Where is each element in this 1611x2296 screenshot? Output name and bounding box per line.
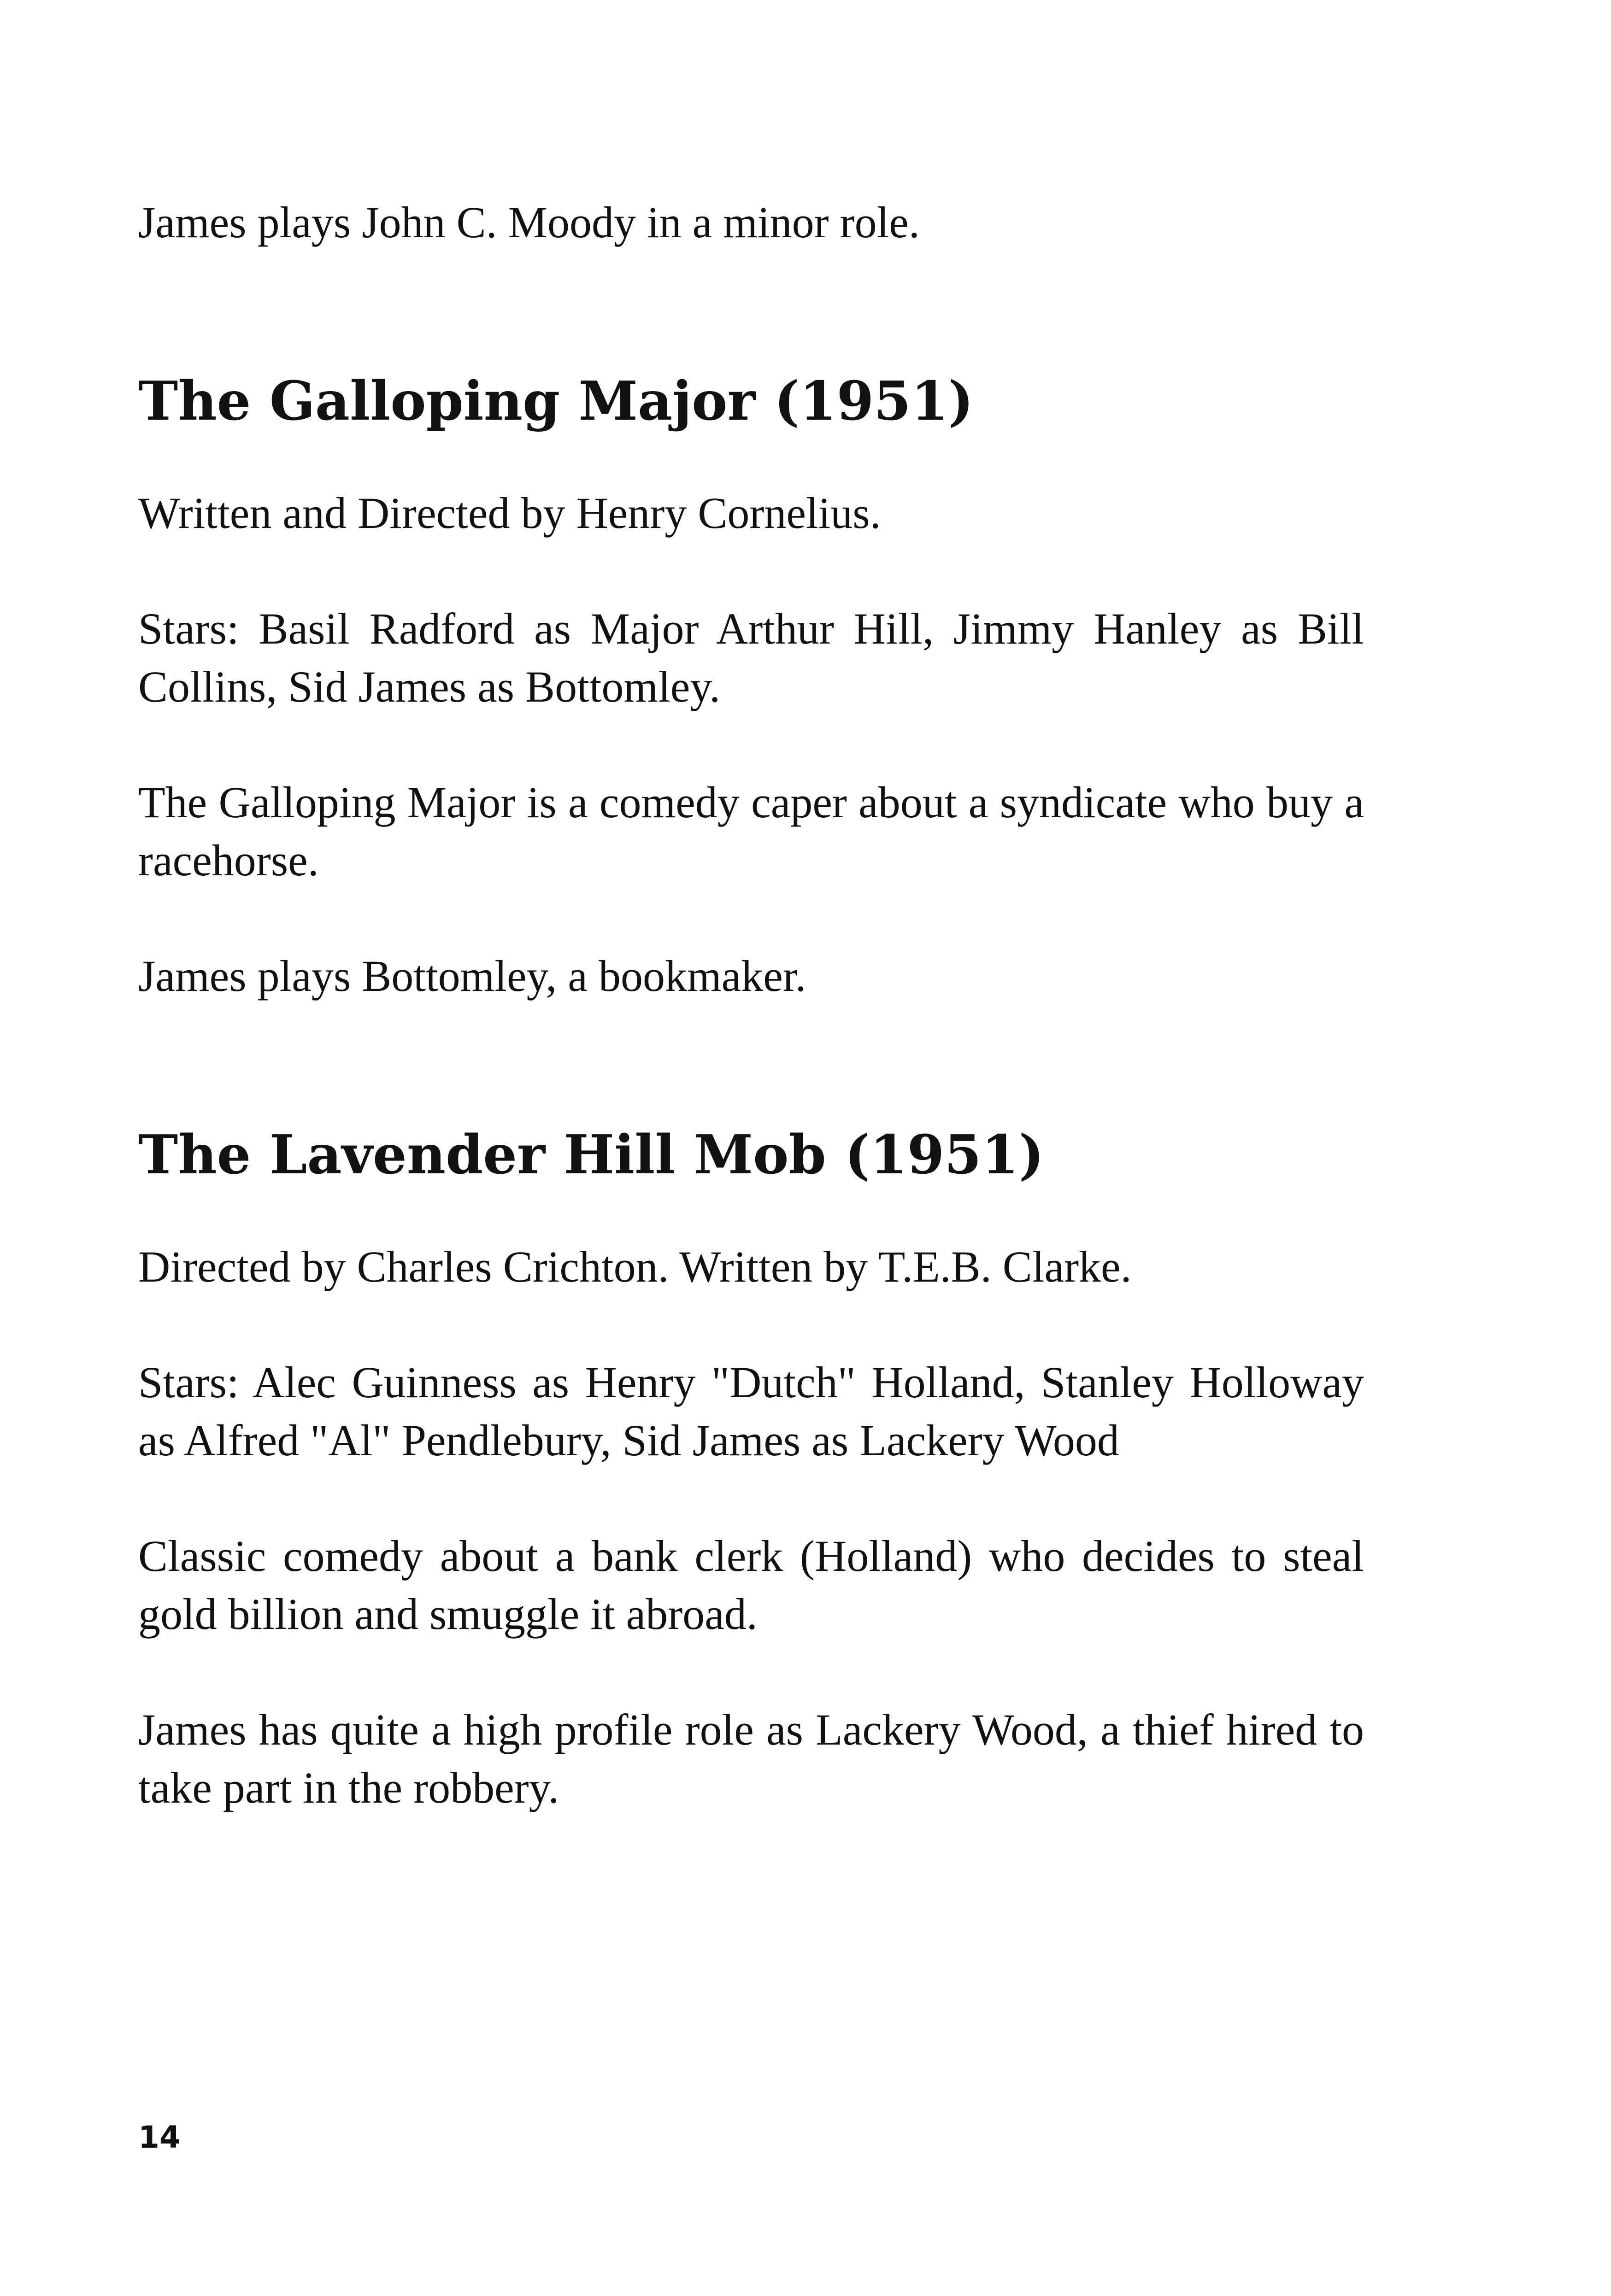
stars-paragraph: Stars: Basil Radford as Major Arthur Hill, Jimmy Hanley as Bill Collins, Sid James as Bottomley. <box>138 604 1364 711</box>
role-paragraph: James plays Bottomley, a bookmaker. <box>138 951 806 1001</box>
synopsis-paragraph: Classic comedy about a bank clerk (Holland) who decides to steal gold billion and smuggle it abroad. <box>138 1531 1364 1639</box>
section-heading: The Lavender Hill Mob (1951) <box>138 1124 1044 1186</box>
stars-paragraph: Stars: Alec Guinness as Henry "Dutch" Holland, Stanley Holloway as Alfred "Al" Pendlebury, Sid James as Lackery Wood <box>138 1358 1364 1465</box>
page-number: 14 <box>138 2120 181 2155</box>
credits-paragraph: Directed by Charles Crichton. Written by T.E.B. Clarke. <box>138 1242 1132 1291</box>
role-paragraph: James has quite a high profile role as Lackery Wood, a thief hired to take part in the robbery. <box>138 1705 1364 1812</box>
intro-paragraph: James plays John C. Moody in a minor role. <box>138 198 920 247</box>
section-lavender-hill-mob <box>138 1123 1364 1817</box>
section-heading: The Galloping Major (1951) <box>138 370 974 433</box>
credits-paragraph: Written and Directed by Henry Cornelius. <box>138 488 881 538</box>
synopsis-paragraph: The Galloping Major is a comedy caper about a syndicate who buy a racehorse. <box>138 778 1364 885</box>
section-galloping-major <box>138 369 1364 1005</box>
page-content <box>138 193 1364 1817</box>
